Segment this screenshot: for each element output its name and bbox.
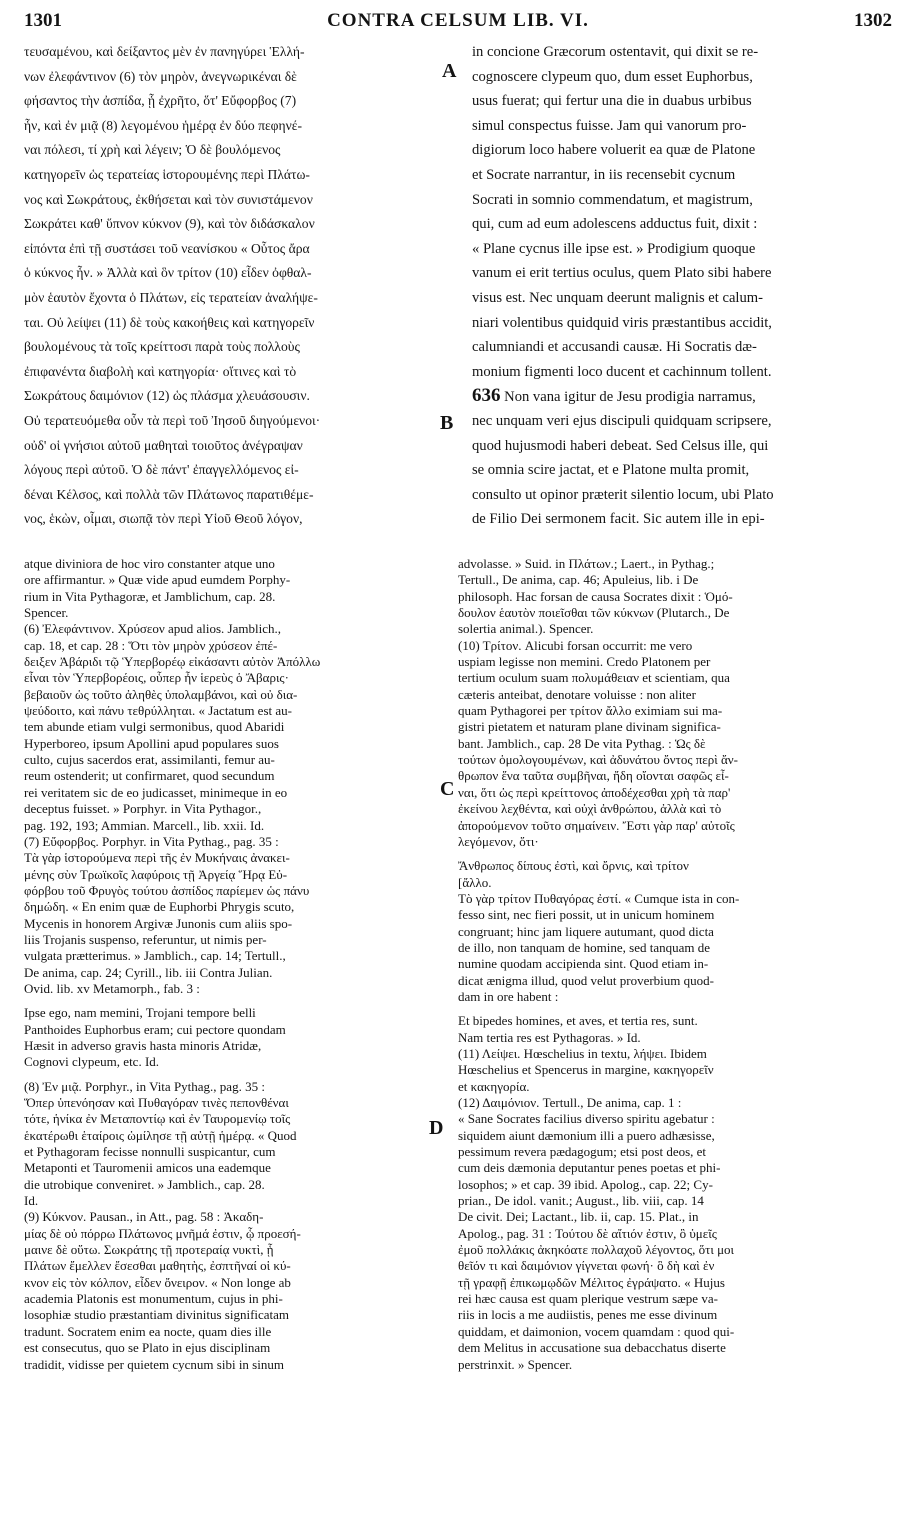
latin-text-line: in concione Græcorum ostentavit, qui dixit se re- [472,44,759,60]
footnote-line: De anima, cap. 24; Cyrill., lib. iii Contra Julian. [24,964,273,980]
footnote-line: fesso sint, nec fieri possit, ut in unicum hominem [458,907,715,923]
latin-text-line: cognoscere clypeum quo, dum esset Euphorbus, [472,68,753,85]
footnote-line: quiddam, et daimonion, vocem quamdam : quod qui- [458,1323,735,1339]
footnote-line: Hæsit in adverso gravis hasta minoris Atridæ, [24,1037,262,1053]
footnote-line: tradunt. Socratem enim ea nocte, quam dies ille [24,1323,272,1339]
footnote-line: Ἄνθρωπος δίπους ἐστὶ, καὶ ὄρνις, καὶ τρίτον [458,858,689,874]
footnote-line: est consecutus, quo se Plato in ejus disciplinam [24,1340,271,1356]
footnote-line: pag. 192, 193; Ammian. Marcell., lib. xxii. Id. [24,817,265,833]
footnote-line: siquidem aiunt dæmonium illi a puero adhæsisse, [458,1127,715,1143]
footnote-line: μένης σὺν Τρωϊκοῖς λαφύροις τῇ Ἀργείᾳ Ἥρᾳ Εὐ- [24,866,288,882]
latin-text-line: usus fuerat; qui fertur una die in duabus urbibus [472,93,752,110]
footnote-line: congruant; hinc jam liquere autumant, quod dicta [458,923,714,939]
footnote-line: μαινε δὲ οὕτω. Σωκράτης τῇ προτεραίᾳ νυκτὶ, ᾗ [24,1242,274,1258]
footnote-line: μίας δὲ οὐ πόρρω Πλάτωνος μνῆμά ἐστιν, ᾧ προεσή- [24,1225,301,1241]
footnote-line: dicat ænigma illud, quod velut proverbium quod- [458,972,714,988]
footnote-line: prian., De idol. vanit.; August., lib. viii, cap. 14 [458,1193,704,1209]
greek-text-line: ἦν, καὶ ἐν μιᾷ (8) λεγομένου ἡμέρᾳ ἐν δύο πεφηνέ- [24,117,303,133]
left-page-number: 1301 [24,10,62,31]
margin-letter-c: C [440,778,455,800]
footnote-line: perstrinxit. » Spencer. [458,1356,573,1372]
footnote-line: Τὸ γὰρ τρίτον Πυθαγόρας ἐστί. « Cumque ista in con- [458,890,740,906]
greek-text-line: φήσαντος τὴν ἀσπίδα, ᾗ ἐχρῆτο, ὅτ' Εὔφορβος (7) [24,93,297,109]
footnote-line: Τὰ γὰρ ἱστορούμενα περὶ τῆς ἐν Μυκήναις ἀνακει- [24,850,290,866]
latin-text-line: « Plane cycnus ille ipse est. » Prodigium quoque [472,240,756,257]
footnote-line: liis Trojanis suspenso, referuntur, ut nimis per- [24,931,267,947]
greek-text-line: βουλομένους τὰ τοῖς κρείττοσι παρὰ τοὺς πολλοὺς [24,339,300,355]
latin-text-line: de Filio Dei sermonem facit. Sic autem ille in epi- [472,511,765,528]
footnote-line: Ovid. lib. xv Metamorph., fab. 3 : [24,980,200,996]
footnote-line: Apolog., pag. 31 : Τούτου δὲ αἴτιόν ἐστιν, ὃ ὑμεῖς [458,1225,717,1241]
footnote-line: (7) Εὔφορβος. Porphyr. in Vita Pythag., pag. 35 : [24,833,279,849]
footnote-line [24,997,440,1005]
footnote-line [24,1071,440,1079]
footnote-line: λεγόμενον, ὅτι· [458,833,539,849]
footnote-line: φόρβου τοῦ Φρυγὸς τούτου ἀσπίδος παρίεμεν ὡς πάνυ [24,882,310,898]
footnote-line: Ὅπερ ὑπενόησαν καὶ Πυθαγόραν τινὲς πεπονθέναι [24,1095,289,1110]
footnote-line: Hyperboreo, ipsum Apollini apud populares suos [24,735,279,751]
footnote-line: riis in locis a me audiistis, penes me esse divinum [458,1307,718,1323]
footnote-line: quam Pythagorei per τρίτον ἄλλο eximiam sui ma- [458,703,723,719]
footnote-line: vulgata prætterimus. » Jamblich., cap. 14; Tertull., [24,948,286,964]
greek-text-line: νος καὶ Σωκράτους, ἐκθήσεται καὶ τὸν συνιστάμενον [24,191,313,207]
footnote-line: Mycenis in honorem Argivæ Junonis cum aliis spo- [24,915,293,931]
footnote-line: rei hæc causa est quam plerique vestrum sæpe va- [458,1291,718,1307]
greek-text-line: εἰπόντα ἐπὶ τῇ συστάσει τοῦ νεανίσκου « Οὗτος ἄρα [24,240,310,256]
footnote-line: ore affirmantur. » Quæ vide apud eumdem Porphy- [24,572,291,588]
footnote-line: Spencer. [24,605,69,621]
footnote-line: (8) Ἐν μιᾷ. Porphyr., in Vita Pythag., pag. 35 : [24,1078,265,1094]
greek-text-line: ἐπιφανέντα διαβολὴ καὶ κατηγορία· οἵτινες καὶ τὸ [24,363,297,379]
footnote-line: rium in Vita Pythagoræ, et Jamblichum, cap. 28. [24,588,276,604]
footnote-line: ἐκείνου λεχθέντα, καὶ οὐχὶ ἀνθρώπου, ἀλλὰ καὶ τὸ [458,801,722,817]
footnote-line: Hœschelius et Spencerus in margine, κακηγορεῖν [458,1062,714,1078]
footnote-line: cap. 18, et cap. 28 : Ὅτι τὸν μηρὸν χρύσεον ἐπέ- [24,637,278,653]
greek-text-line: ναι πόλεσι, τί χρὴ καὶ λέγειν; Ὁ δὲ βουλόμενος [24,142,281,158]
greek-text-line: ται. Οὐ λείψει (11) δὲ τοὺς κακοήθεις καὶ κατηγορεῖν [24,314,315,330]
footnote-line: numine quodam accipienda sint. Quod etiam in- [458,956,709,972]
footnote-line: ἐμοῦ πολλάκις ἀκηκόατε πολλαχοῦ λέγοντος, ὅτι μοι [458,1242,735,1258]
footnote-line: βεβαιοῦν ὡς τοῦτο ἀληθὲς ὑπολαμβάνοι, καὶ οὐ δια- [24,686,298,702]
footnote-line: ναι, ὅτι ὡς περὶ κρείττονος ἀποδέχεσθαι χρὴ τὰ παρ' [458,784,731,800]
footnote-line: κνον εἰς τὸν κόλπον, εἶδεν ὄνειρον. « Non longe ab [24,1274,291,1290]
footnote-line: pessimum revera pædagogum; etsi post deos, et [458,1144,707,1160]
latin-text-line: qui, cum ad eum adolescens adductus fuit, dixit : [472,216,758,233]
footnote-line: Ipse ego, nam memini, Trojani tempore belli [24,1005,256,1021]
footnote-line: academia Platonis est monumentum, cujus in phi- [24,1291,283,1307]
footnote-line: Πλάτων ἔμελλεν ἔσεσθαι μαθητὴς, ἐσπτῆναί οἱ κύ- [24,1258,291,1274]
footnote-line: (10) Τρίτον. Alicubi forsan occurrit: me vero [458,637,693,653]
greek-text-line: τευσαμένου, καὶ δείξαντος μὲν ἐν πανηγύρει Ἑλλή- [24,44,305,59]
latin-text-line: niari volentibus quidquid viris præstantibus accidit, [472,314,772,331]
greek-text-line: νος, ἑκὼν, οἶμαι, σιωπᾷ τὸν περὶ Υἱοῦ Θεοῦ λόγον, [24,511,303,527]
footnote-line: Metaponti et Tauromenii amicos una eademque [24,1160,271,1176]
latin-text-line: se omnia scire jactat, et e Platone multa promit, [472,462,750,479]
footnote-line: τῇ γραφῇ ἐπικωμῳδῶν Μέλιτος ἐγράψατο. « Hujus [458,1274,725,1290]
footnote-line: tradidit, vidisse per quietem cycnum sibi in sinum [24,1356,284,1372]
greek-text-line: δέναι Κέλσος, καὶ πολλὰ τῶν Πλάτωνος παρατιθέμε- [24,486,314,502]
footnote-line: losophos; » et cap. 39 ibid. Apolog., cap. 22; Cy- [458,1176,713,1192]
footnotes-right-column [458,556,894,1373]
greek-text-line: μὸν ἑαυτὸν ἔχοντα ὁ Πλάτων, εἰς τερατείαν ἀναλήψε- [24,289,318,305]
footnote-line: culto, cujus sacerdos erat, assimilanti, femur au- [24,752,275,768]
latin-text-line: calumniandi et accusandi causæ. Hi Socratis dæ- [472,339,757,356]
footnote-line: Nam tertia res est Pythagoras. » Id. [458,1029,641,1045]
footnote-line: cæteris anteibat, denotare voluisse : non aliter [458,686,696,702]
footnote-line: gistri pietatem et naturam plane divinam significa- [458,719,721,735]
footnote-line: τότε, ἡνίκα ἐν Μεταποντίῳ καὶ ἐν Ταυρομενίῳ τοῖς [24,1111,291,1127]
latin-text-line: monium figmenti loco ducent et cachinnum tollent. [472,363,772,380]
greek-text-column [24,40,439,532]
greek-text-line: ὁ κύκνος ἦν. » Ἀλλὰ καὶ ὃν τρίτον (10) εἶδεν ὀφθαλ- [24,265,312,281]
greek-text-line: νων ἐλεφάντινον (6) τὸν μηρὸν, ἀνεγνωρικέναι δὲ [24,68,297,84]
running-title: CONTRA CELSUM LIB. VI. [327,10,589,31]
latin-text-line: et Socrate narrantur, in iis recensebit cycnum [472,166,736,183]
margin-letter-d: D [429,1117,444,1139]
footnote-line: (9) Κύκνον. Pausan., in Att., pag. 58 : Ἀκαδη- [24,1209,264,1225]
greek-text-line: Σωκράτους δαιμόνιον (12) ὡς πλάσμα χλευάσουσιν. [24,388,310,404]
footnote-line: dem Melitus in accusatione sua debacchatus diserte [458,1340,726,1356]
footnote-line: atque diviniora de hoc viro constanter atque uno [24,556,275,571]
footnote-line: Tertull., De anima, cap. 46; Apuleius, lib. i De [458,572,699,588]
footnote-line: losophiæ studio præstantiam divinitus significatam [24,1307,290,1323]
margin-letter-b: B [440,412,454,434]
footnote-line: et κακηγορία. [458,1078,530,1094]
footnote-line: deceptus fuisset. » Porphyr. in Vita Pythagor., [24,801,262,817]
footnote-line: solertia animal.). Spencer. [458,621,594,637]
footnote-line: (6) Ἐλεφάντινον. Χρύσεον apud alios. Jamblich., [24,621,281,637]
latin-text-line: visus est. Nec unquam deerunt malignis et calum- [472,289,763,306]
footnote-line: [ἄλλο. [458,874,492,890]
footnote-line: reum ostenderit; ut confirmaret, quod secundum [24,768,275,784]
footnote-line: Id. [24,1193,39,1209]
greek-text-line: λόγους περὶ αὐτοῦ. Ὁ δὲ πάντ' ἐπαγγελλόμενος εἰ- [24,462,299,478]
latin-text-line: quod hujusmodi haberi debeat. Sed Celsus ille, qui [472,437,769,454]
footnote-line: ἀπορούμενον τοῦτο σημαίνειν. Ἔστι γὰρ παρ' αὐτοῖς [458,817,735,833]
latin-translation-column [472,40,892,532]
latin-text-line: simul conspectus fuisse. Jam qui vanorum pro- [472,117,747,134]
right-page-number: 1302 [854,10,892,31]
latin-text-line: digiorum loco habere voluerit ea quæ de Platone [472,142,756,159]
footnote-line: De civit. Dei; Lactant., lib. ii, cap. 15. Plat., in [458,1209,699,1225]
footnote-line: rei veritatem sic de eo judicasset, minimeque in eo [24,784,288,800]
footnote-line: θεῖόν τι καὶ δαιμόνιον γίγνεται φωνή· ὃ δὴ καὶ ἐν [458,1258,715,1274]
footnote-line [458,1005,894,1013]
column-number-marker: 636 [472,385,501,407]
greek-text-line: Οὐ τερατευόμεθα οὖν τὰ περὶ τοῦ Ἰησοῦ διηγούμενοι· [24,412,321,428]
greek-text-line: Σωκράτει καθ' ὕπνον κύκνον (9), καὶ τὸν διδάσκαλον [24,216,315,232]
latin-text-line: Socrati in somnio commendatum, et magistrum, [472,191,753,208]
footnotes-left-column [24,556,440,1373]
footnote-line: dam in ore habent : [458,988,559,1004]
footnote-line [458,850,894,858]
footnote-line: δειξεν Ἀβάριδι τῷ Ὑπερβορέῳ εἰκάσαντι αὐτὸν Ἀπόλλω [24,654,321,670]
footnote-line: Panthoides Euphorbus eram; cui pectore quondam [24,1021,286,1037]
footnote-line: et Pythagoram fecisse nonnulli suspicantur, cum [24,1144,276,1160]
footnote-line: tem abunde etiam vulgi sermonibus, quod Abaridi [24,719,285,735]
footnote-line: bant. Jamblich., cap. 28 De vita Pythag. : Ὡς δὲ [458,735,706,751]
greek-text-line: οὐδ' οἱ γνήσιοι αὐτοῦ μαθηταὶ τοιοῦτος ἀνέγραψαν [24,437,303,453]
footnote-line: « Sane Socrates facilius diverso spiritu agebatur : [458,1111,715,1127]
footnote-line: de illo, non tanquam de homine, sed tanquam de [458,939,710,955]
footnote-line: εἶναι τὸν Ὑπερβορέοις, οὗπερ ἦν ἱερεὺς ὁ Ἄβαρις· [24,670,289,686]
footnote-line: uspiam legisse non memini. Credo Platonem per [458,654,711,670]
greek-text-line: κατηγορεῖν ὡς τερατείας ἱστορουμένης περὶ Πλάτω- [24,166,310,182]
footnote-line: advolasse. » Suid. in Πλάτων.; Laert., in Pythag.; [458,556,715,571]
margin-letter-a: A [442,60,457,82]
footnote-line: cum deis dæmonia deputantur penes poetas et phi- [458,1160,721,1176]
footnote-line: Et bipedes homines, et aves, et tertia res, sunt. [458,1013,698,1029]
footnote-line: ἑκατέρωθι ἑταίροις ὡμίλησε τῇ αὐτῇ ἡμέρᾳ. « Quod [24,1127,297,1143]
latin-text-line [472,384,892,409]
footnote-line: δημώδη. « En enim quæ de Euphorbi Phrygis scuto, [24,899,295,915]
footnote-line: tertium oculum suam πολυμάθειαν et scientiam, qua [458,670,730,686]
latin-text-line: consulto ut opinor præterit silentio locum, ubi Plato [472,486,774,503]
footnote-line: τούτων ὁμολογουμένων, καὶ ἀδυνάτου ὄντος περὶ ἄν- [458,752,739,768]
footnote-line: (11) Λείψει. Hœschelius in textu, λήψει. Ibidem [458,1045,707,1061]
latin-text-line: nec unquam veri ejus discipuli quidquam scripsere, [472,412,772,429]
footnote-line: die utrobique conveniret. » Jamblich., cap. 28. [24,1176,265,1192]
latin-text-line: vanum ei erit tertius oculus, quem Plato sibi habere [472,265,772,282]
footnote-line: δουλον ἑαυτὸν ποιεῖσθαι τῶν κύκνων (Plutarch., De [458,605,730,621]
text-line-remainder: Non vana igitur de Jesu prodigia narramus, [500,389,756,406]
footnote-line: philosoph. Hac forsan de causa Socrates dixit : Ὁμό- [458,588,733,604]
footnote-line: θρωπον ἕνα ταῦτα συμβῆναι, ἤδη οἴονται σαφῶς εἶ- [458,768,729,784]
running-header [24,2,892,40]
footnote-line: Cognovi clypeum, etc. Id. [24,1054,160,1070]
footnote-line: ψεύδοιτο, καὶ πάνυ τεθρύλληται. « Jactatum est au- [24,703,292,719]
footnote-line: (12) Δαιμόνιον. Tertull., De anima, cap. 1 : [458,1095,682,1110]
